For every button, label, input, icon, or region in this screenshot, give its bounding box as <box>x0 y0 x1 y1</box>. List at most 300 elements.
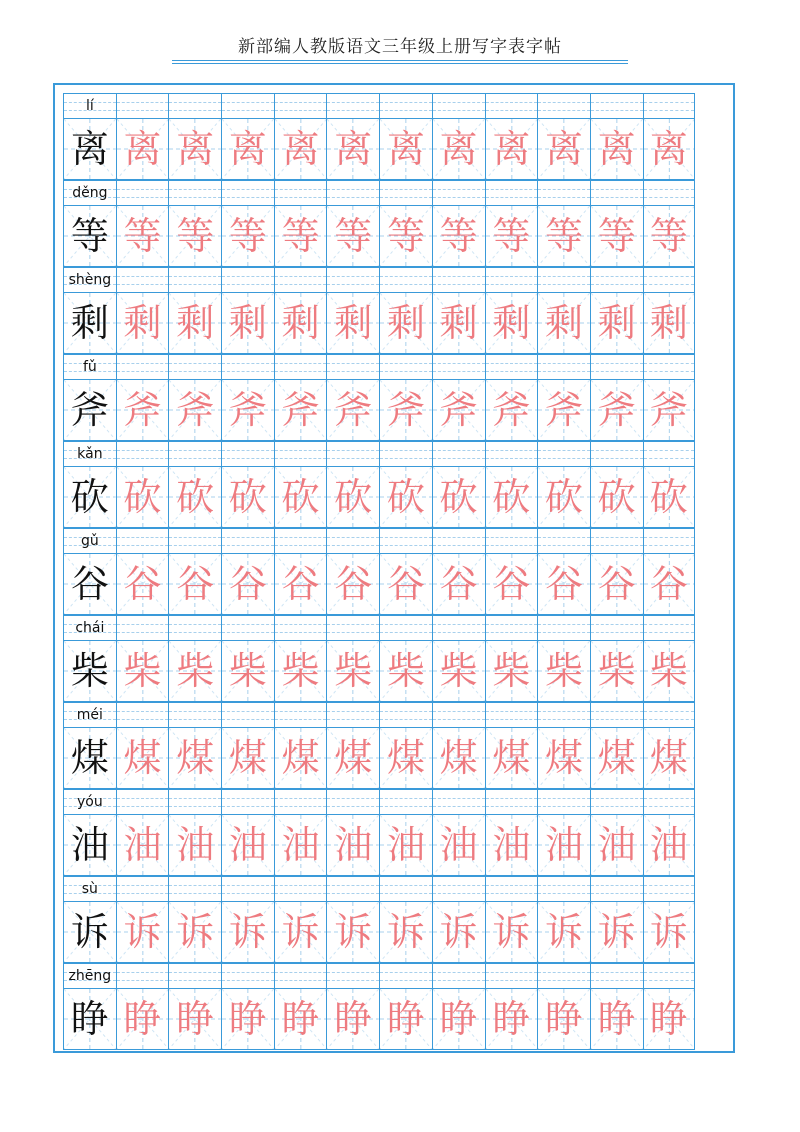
trace-character: 诉 <box>176 910 215 954</box>
pinyin-cell <box>432 441 485 467</box>
pinyin-cell <box>326 876 379 902</box>
trace-character: 剩 <box>228 301 267 345</box>
pinyin-cell <box>537 267 590 293</box>
character-row <box>63 206 726 267</box>
trace-character: 谷 <box>334 562 373 606</box>
pinyin-cell <box>221 876 274 902</box>
pinyin-cell <box>432 528 485 554</box>
pinyin-cell <box>379 354 432 380</box>
pinyin-cell <box>168 702 221 728</box>
practice-row <box>63 93 726 180</box>
pinyin-cell <box>168 789 221 815</box>
trace-character: 油 <box>545 823 584 867</box>
pinyin-label: shèng <box>68 272 112 288</box>
title-rule-bottom <box>172 63 628 64</box>
trace-character-cell <box>485 989 538 1050</box>
trace-character: 谷 <box>123 562 162 606</box>
pinyin-cell <box>590 267 643 293</box>
trace-character: 等 <box>123 214 162 258</box>
trace-character: 睁 <box>334 997 373 1041</box>
pinyin-cell <box>63 876 116 902</box>
model-character: 诉 <box>70 910 109 954</box>
pinyin-cell <box>116 267 169 293</box>
pinyin-cell <box>590 354 643 380</box>
trace-character: 睁 <box>228 997 267 1041</box>
trace-character: 谷 <box>492 562 531 606</box>
trace-character: 诉 <box>649 910 688 954</box>
pinyin-cell <box>116 702 169 728</box>
pinyin-cell <box>485 702 538 728</box>
model-character: 离 <box>70 127 109 171</box>
trace-character: 剩 <box>176 301 215 345</box>
pinyin-row <box>63 876 726 902</box>
pinyin-row <box>63 93 726 119</box>
trace-character-cell <box>590 119 643 180</box>
pinyin-cell <box>590 180 643 206</box>
trace-character-cell <box>168 902 221 963</box>
pinyin-cell <box>168 354 221 380</box>
character-row <box>63 728 726 789</box>
trace-character-cell <box>221 119 274 180</box>
trace-character: 油 <box>334 823 373 867</box>
trace-character-cell <box>643 641 696 702</box>
pinyin-cell <box>379 180 432 206</box>
pinyin-cell <box>643 615 696 641</box>
trace-character-cell <box>221 902 274 963</box>
trace-character: 斧 <box>334 388 373 432</box>
trace-character-cell <box>485 728 538 789</box>
practice-row <box>63 441 726 528</box>
trace-character-cell <box>379 380 432 441</box>
pinyin-cell <box>221 354 274 380</box>
trace-character-cell <box>485 902 538 963</box>
character-row <box>63 989 726 1050</box>
pinyin-label: yóu <box>76 794 103 810</box>
pinyin-cell <box>379 876 432 902</box>
pinyin-cell <box>116 876 169 902</box>
trace-character: 诉 <box>334 910 373 954</box>
trace-character-cell <box>537 815 590 876</box>
trace-character-cell <box>590 989 643 1050</box>
trace-character: 诉 <box>123 910 162 954</box>
pinyin-cell <box>168 93 221 119</box>
character-row <box>63 467 726 528</box>
trace-character: 睁 <box>176 997 215 1041</box>
pinyin-cell <box>274 354 327 380</box>
trace-character: 煤 <box>228 736 267 780</box>
trace-character-cell <box>221 641 274 702</box>
trace-character: 煤 <box>386 736 425 780</box>
trace-character-cell <box>379 119 432 180</box>
trace-character: 睁 <box>545 997 584 1041</box>
trace-character-cell <box>590 554 643 615</box>
trace-character: 斧 <box>123 388 162 432</box>
trace-character: 离 <box>281 127 320 171</box>
trace-character-cell <box>221 989 274 1050</box>
trace-character: 斧 <box>492 388 531 432</box>
trace-character-cell <box>221 554 274 615</box>
trace-character: 等 <box>281 214 320 258</box>
character-row <box>63 641 726 702</box>
model-character-cell <box>63 119 116 180</box>
model-character: 谷 <box>70 562 109 606</box>
trace-character-cell <box>485 641 538 702</box>
trace-character-cell <box>274 467 327 528</box>
trace-character-cell <box>221 206 274 267</box>
pinyin-cell <box>643 93 696 119</box>
pinyin-cell <box>326 267 379 293</box>
trace-character: 诉 <box>439 910 478 954</box>
trace-character-cell <box>379 815 432 876</box>
pinyin-cell <box>590 789 643 815</box>
trace-character: 油 <box>176 823 215 867</box>
trace-character-cell <box>643 293 696 354</box>
trace-character-cell <box>590 380 643 441</box>
pinyin-cell <box>274 702 327 728</box>
trace-character: 剩 <box>649 301 688 345</box>
trace-character: 谷 <box>545 562 584 606</box>
pinyin-cell <box>537 789 590 815</box>
trace-character: 砍 <box>386 475 425 519</box>
trace-character-cell <box>590 815 643 876</box>
pinyin-row <box>63 615 726 641</box>
trace-character-cell <box>590 902 643 963</box>
pinyin-row <box>63 528 726 554</box>
trace-character-cell <box>168 989 221 1050</box>
trace-character: 煤 <box>334 736 373 780</box>
pinyin-cell <box>274 267 327 293</box>
trace-character: 谷 <box>228 562 267 606</box>
pinyin-cell <box>379 789 432 815</box>
pinyin-cell <box>432 267 485 293</box>
trace-character-cell <box>643 989 696 1050</box>
character-row <box>63 380 726 441</box>
trace-character: 砍 <box>492 475 531 519</box>
trace-character-cell <box>116 293 169 354</box>
pinyin-cell <box>643 702 696 728</box>
trace-character: 诉 <box>281 910 320 954</box>
pinyin-label: gǔ <box>80 533 99 549</box>
trace-character-cell <box>432 554 485 615</box>
trace-character-cell <box>643 206 696 267</box>
trace-character-cell <box>432 467 485 528</box>
trace-character: 睁 <box>597 997 636 1041</box>
trace-character-cell <box>274 641 327 702</box>
trace-character-cell <box>643 815 696 876</box>
pinyin-cell <box>590 93 643 119</box>
trace-character-cell <box>485 293 538 354</box>
character-row <box>63 554 726 615</box>
trace-character: 睁 <box>281 997 320 1041</box>
trace-character: 斧 <box>176 388 215 432</box>
trace-character: 煤 <box>597 736 636 780</box>
trace-character: 离 <box>545 127 584 171</box>
pinyin-cell <box>379 441 432 467</box>
pinyin-cell <box>221 963 274 989</box>
model-character-cell <box>63 902 116 963</box>
trace-character-cell <box>643 119 696 180</box>
trace-character: 等 <box>492 214 531 258</box>
pinyin-cell <box>432 876 485 902</box>
trace-character-cell <box>643 467 696 528</box>
trace-character: 剩 <box>281 301 320 345</box>
trace-character-cell <box>485 815 538 876</box>
pinyin-cell <box>379 267 432 293</box>
pinyin-cell <box>326 441 379 467</box>
trace-character: 砍 <box>228 475 267 519</box>
trace-character-cell <box>590 467 643 528</box>
trace-character-cell <box>326 728 379 789</box>
trace-character-cell <box>432 902 485 963</box>
trace-character: 柴 <box>228 649 267 693</box>
trace-character-cell <box>643 902 696 963</box>
pinyin-label: chái <box>75 620 105 636</box>
pinyin-label: děng <box>72 185 108 201</box>
trace-character: 诉 <box>386 910 425 954</box>
pinyin-cell <box>326 789 379 815</box>
trace-character-cell <box>485 467 538 528</box>
trace-character-cell <box>326 206 379 267</box>
trace-character-cell <box>643 554 696 615</box>
trace-character: 煤 <box>492 736 531 780</box>
pinyin-cell <box>537 963 590 989</box>
pinyin-cell <box>379 963 432 989</box>
trace-character: 睁 <box>649 997 688 1041</box>
trace-character-cell <box>221 728 274 789</box>
model-character: 油 <box>70 823 109 867</box>
pinyin-cell <box>168 876 221 902</box>
practice-row <box>63 702 726 789</box>
trace-character: 柴 <box>597 649 636 693</box>
pinyin-cell <box>326 354 379 380</box>
trace-character: 油 <box>597 823 636 867</box>
model-character: 睁 <box>70 997 109 1041</box>
trace-character: 油 <box>123 823 162 867</box>
pinyin-row <box>63 441 726 467</box>
trace-character: 谷 <box>439 562 478 606</box>
trace-character-cell <box>274 989 327 1050</box>
trace-character-cell <box>379 293 432 354</box>
character-grid <box>63 93 726 1050</box>
pinyin-row <box>63 267 726 293</box>
pinyin-cell <box>168 267 221 293</box>
pinyin-cell <box>485 441 538 467</box>
character-row <box>63 902 726 963</box>
trace-character-cell <box>537 206 590 267</box>
pinyin-cell <box>537 441 590 467</box>
trace-character: 斧 <box>228 388 267 432</box>
trace-character: 油 <box>649 823 688 867</box>
trace-character: 柴 <box>176 649 215 693</box>
trace-character-cell <box>537 989 590 1050</box>
pinyin-cell <box>432 963 485 989</box>
pinyin-cell <box>63 528 116 554</box>
trace-character: 等 <box>439 214 478 258</box>
trace-character: 砍 <box>649 475 688 519</box>
practice-row <box>63 876 726 963</box>
practice-row <box>63 615 726 702</box>
pinyin-cell <box>326 93 379 119</box>
pinyin-cell <box>537 702 590 728</box>
pinyin-cell <box>326 180 379 206</box>
pinyin-cell <box>432 789 485 815</box>
pinyin-cell <box>274 441 327 467</box>
trace-character-cell <box>379 206 432 267</box>
trace-character-cell <box>432 815 485 876</box>
pinyin-cell <box>485 963 538 989</box>
trace-character-cell <box>643 380 696 441</box>
trace-character-cell <box>537 728 590 789</box>
model-character: 砍 <box>70 475 109 519</box>
trace-character-cell <box>326 815 379 876</box>
pinyin-cell <box>326 615 379 641</box>
trace-character-cell <box>379 467 432 528</box>
trace-character: 诉 <box>545 910 584 954</box>
pinyin-cell <box>537 93 590 119</box>
trace-character: 离 <box>228 127 267 171</box>
pinyin-cell <box>485 93 538 119</box>
pinyin-cell <box>274 789 327 815</box>
pinyin-cell <box>221 180 274 206</box>
pinyin-cell <box>379 93 432 119</box>
pinyin-cell <box>168 180 221 206</box>
pinyin-cell <box>116 528 169 554</box>
trace-character: 斧 <box>439 388 478 432</box>
trace-character: 煤 <box>123 736 162 780</box>
trace-character-cell <box>116 989 169 1050</box>
trace-character: 煤 <box>439 736 478 780</box>
pinyin-cell <box>432 354 485 380</box>
pinyin-cell <box>63 267 116 293</box>
trace-character-cell <box>432 119 485 180</box>
pinyin-cell <box>432 615 485 641</box>
model-character-cell <box>63 815 116 876</box>
trace-character: 柴 <box>492 649 531 693</box>
trace-character-cell <box>643 728 696 789</box>
trace-character-cell <box>221 293 274 354</box>
trace-character: 剩 <box>439 301 478 345</box>
practice-row <box>63 180 726 267</box>
trace-character-cell <box>379 554 432 615</box>
trace-character: 砍 <box>439 475 478 519</box>
trace-character: 斧 <box>649 388 688 432</box>
trace-character: 等 <box>334 214 373 258</box>
trace-character: 剩 <box>492 301 531 345</box>
trace-character: 油 <box>228 823 267 867</box>
trace-character-cell <box>326 641 379 702</box>
pinyin-cell <box>590 963 643 989</box>
trace-character: 柴 <box>439 649 478 693</box>
pinyin-cell <box>221 441 274 467</box>
practice-row <box>63 789 726 876</box>
trace-character: 斧 <box>597 388 636 432</box>
pinyin-cell <box>485 180 538 206</box>
trace-character: 柴 <box>281 649 320 693</box>
trace-character-cell <box>168 293 221 354</box>
pinyin-cell <box>326 528 379 554</box>
trace-character-cell <box>485 206 538 267</box>
trace-character: 柴 <box>123 649 162 693</box>
trace-character-cell <box>590 728 643 789</box>
trace-character-cell <box>274 728 327 789</box>
trace-character: 离 <box>176 127 215 171</box>
pinyin-cell <box>537 528 590 554</box>
trace-character-cell <box>274 293 327 354</box>
trace-character-cell <box>168 554 221 615</box>
trace-character-cell <box>590 293 643 354</box>
trace-character-cell <box>116 380 169 441</box>
trace-character-cell <box>168 467 221 528</box>
character-row <box>63 293 726 354</box>
trace-character: 离 <box>649 127 688 171</box>
pinyin-cell <box>590 441 643 467</box>
trace-character-cell <box>326 554 379 615</box>
pinyin-cell <box>485 615 538 641</box>
trace-character-cell <box>326 119 379 180</box>
pinyin-cell <box>274 615 327 641</box>
pinyin-cell <box>63 180 116 206</box>
pinyin-cell <box>432 180 485 206</box>
trace-character: 煤 <box>545 736 584 780</box>
pinyin-cell <box>274 93 327 119</box>
pinyin-cell <box>537 354 590 380</box>
pinyin-cell <box>485 267 538 293</box>
trace-character: 油 <box>492 823 531 867</box>
model-character: 剩 <box>70 301 109 345</box>
pinyin-cell <box>432 702 485 728</box>
trace-character: 谷 <box>649 562 688 606</box>
trace-character: 等 <box>228 214 267 258</box>
pinyin-cell <box>168 615 221 641</box>
pinyin-cell <box>485 876 538 902</box>
pinyin-label: méi <box>76 707 103 723</box>
trace-character: 等 <box>386 214 425 258</box>
pinyin-cell <box>643 528 696 554</box>
pinyin-label: zhēng <box>68 968 112 984</box>
trace-character-cell <box>326 989 379 1050</box>
pinyin-label: sù <box>81 881 98 897</box>
practice-row <box>63 528 726 615</box>
model-character-cell <box>63 641 116 702</box>
trace-character-cell <box>485 554 538 615</box>
pinyin-cell <box>116 789 169 815</box>
pinyin-cell <box>221 528 274 554</box>
pinyin-cell <box>485 528 538 554</box>
trace-character: 离 <box>439 127 478 171</box>
trace-character: 油 <box>281 823 320 867</box>
trace-character-cell <box>221 815 274 876</box>
trace-character: 斧 <box>281 388 320 432</box>
trace-character-cell <box>116 815 169 876</box>
trace-character-cell <box>379 989 432 1050</box>
pinyin-cell <box>485 789 538 815</box>
trace-character-cell <box>168 815 221 876</box>
pinyin-cell <box>274 528 327 554</box>
pinyin-cell <box>63 963 116 989</box>
page-title: 新部编人教版语文三年级上册写字表字帖 <box>238 37 562 57</box>
trace-character: 剩 <box>123 301 162 345</box>
trace-character-cell <box>537 119 590 180</box>
trace-character-cell <box>116 467 169 528</box>
pinyin-cell <box>643 963 696 989</box>
trace-character: 剩 <box>545 301 584 345</box>
pinyin-row <box>63 354 726 380</box>
trace-character: 离 <box>123 127 162 171</box>
trace-character: 诉 <box>228 910 267 954</box>
trace-character-cell <box>379 902 432 963</box>
model-character-cell <box>63 467 116 528</box>
trace-character-cell <box>274 119 327 180</box>
